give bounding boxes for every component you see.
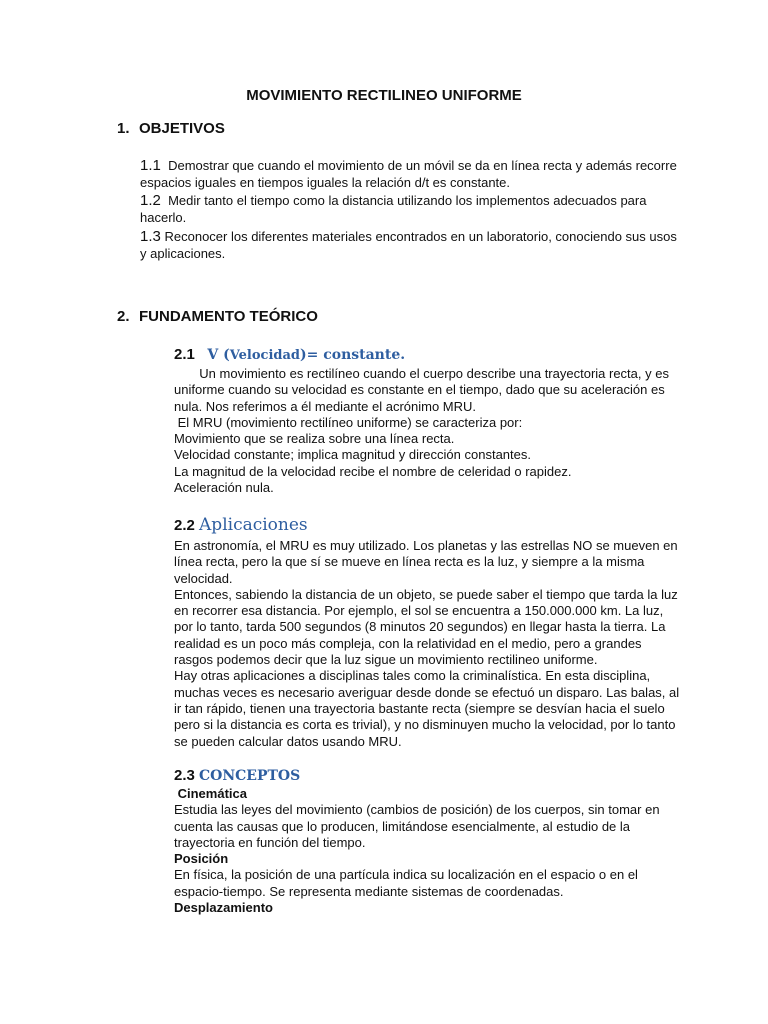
section-1-title: OBJETIVOS: [139, 120, 225, 137]
paragraph-line: nula. Nos referimos a él mediante el acrónimo MRU.: [174, 398, 477, 414]
paragraph-line: Estudia las leyes del movimiento (cambios de posición) de los cuerpos, sin tomar en: [174, 802, 660, 818]
section-1-number: 1.: [117, 120, 130, 137]
subsection-2-3-body: [174, 786, 684, 916]
subsection-2-3-heading: [174, 767, 300, 784]
subsection-2-2-title: Aplicaciones: [199, 515, 308, 535]
objective-1-2-number: 1.2: [140, 192, 161, 209]
paragraph-line: ir tan rápido, tienen una trayectoria bastante recta (siempre se desvían hacia el suelo: [174, 700, 665, 716]
subsection-2-3-title: CONCEPTOS: [199, 768, 301, 784]
paragraph-line: En astronomía, el MRU es muy utilizado. Los planetas y las estrellas NO se mueven en: [174, 538, 678, 553]
section-2-heading: [117, 308, 318, 325]
paragraph-line: espacio-tiempo. Se representa mediante sistemas de coordenadas.: [174, 883, 564, 899]
paragraph-line: uniforme cuando su velocidad es constante en el tiempo, dado que su aceleración es: [174, 382, 665, 398]
subsection-2-3-number: 2.3: [174, 767, 195, 784]
paragraph-line: El MRU (movimiento rectilíneo uniforme) se caracteriza por:: [174, 414, 523, 430]
paragraph-line: Un movimiento es rectilíneo cuando el cuerpo describe una trayectoria recta, y es: [174, 366, 669, 381]
paragraph-line: rasgos podemos decir que la luz sigue un movimiento rectilineo uniforme.: [174, 652, 598, 668]
paragraph-line: Velocidad constante; implica magnitud y dirección constantes.: [174, 447, 531, 463]
objective-1-3: [140, 228, 680, 262]
subsection-2-1-title-rest: )= constante.: [299, 347, 406, 363]
paragraph-line: cuenta las causas que lo producen, limitándose esencialmente, al estudio de la: [174, 818, 631, 834]
objective-1-2: [140, 192, 680, 226]
subsection-2-2-number: 2.2: [174, 517, 195, 534]
paragraph-line: pero si la distancia es corta es trivial), y no disminuyen mucho la velocidad, por lo tanto: [174, 717, 676, 733]
subsection-2-1-body: [174, 366, 684, 496]
objective-1-3-line-2: y aplicaciones.: [140, 246, 226, 261]
paragraph-line: La magnitud de la velocidad recibe el nombre de celeridad o rapidez.: [174, 463, 572, 479]
paragraph-line: En física, la posición de una partícula indica su localización en el espacio o en el: [174, 867, 638, 883]
objective-1-1-line-2: espacios iguales en tiempos iguales la relación d/t es constante.: [140, 175, 510, 190]
section-2-number: 2.: [117, 308, 130, 325]
subsection-2-2-heading: [174, 515, 308, 535]
subsection-2-2-body: [174, 538, 684, 750]
desplazamiento-label: Desplazamiento: [174, 900, 273, 916]
paragraph-line: Aceleración nula.: [174, 480, 274, 496]
subsection-2-1-number: 2.1: [174, 346, 195, 363]
paragraph-line: velocidad.: [174, 570, 233, 586]
page-title: MOVIMIENTO RECTILINEO UNIFORME: [246, 87, 522, 104]
objective-1-3-line-1: Reconocer los diferentes materiales encontrados en un laboratorio, conociendo sus usos: [164, 229, 677, 244]
paragraph-line: trayectoria en función del tiempo.: [174, 834, 366, 850]
paragraph-line: Hay otras aplicaciones a disciplinas tales como la criminalística. En esta disciplina,: [174, 668, 651, 684]
objective-1-3-number: 1.3: [140, 228, 161, 245]
paragraph-line: realidad es un poco más compleja, con la relatividad en el medio, pero a grandes: [174, 635, 642, 651]
objective-1-2-line-2: hacerlo.: [140, 210, 187, 225]
subsection-2-1-title-velocidad: Velocidad: [229, 348, 300, 363]
section-1-heading: [117, 120, 225, 137]
objective-1-1-number: 1.1: [140, 157, 161, 174]
paragraph-line: muchas veces es necesario averiguar desde donde se efectuó un disparo. Las balas, al: [174, 684, 680, 700]
paragraph-line: línea recta, pero la que sí se mueve en línea recta es la luz, y siempre a la misma: [174, 554, 645, 570]
paragraph-line: se pueden calcular datos usando MRU.: [174, 733, 402, 749]
paragraph-line: Entonces, sabiendo la distancia de un objeto, se puede saber el tiempo que tarda la luz: [174, 586, 678, 602]
objective-1-1: [140, 157, 680, 191]
objective-1-1-line-1: Demostrar que cuando el movimiento de un móvil se da en línea recta y además recorre: [168, 158, 677, 173]
paragraph-line: Movimiento que se realiza sobre una línea recta.: [174, 431, 455, 447]
subsection-2-1-title-v: V (: [207, 347, 230, 363]
posicion-label: Posición: [174, 851, 229, 867]
subsection-2-1-heading: [174, 346, 405, 363]
objective-1-2-line-1: Medir tanto el tiempo como la distancia utilizando los implementos adecuados para: [168, 193, 647, 208]
paragraph-line: en recorrer esa distancia. Por ejemplo, el sol se encuentra a 150.000.000 km. La luz,: [174, 603, 664, 619]
paragraph-line: por lo tanto, tarda 500 segundos (8 minutos 20 segundos) en llegar hasta la tierra. La: [174, 619, 666, 635]
cinematica-label: Cinemática: [174, 786, 247, 801]
section-2-title: FUNDAMENTO TEÓRICO: [139, 308, 318, 325]
